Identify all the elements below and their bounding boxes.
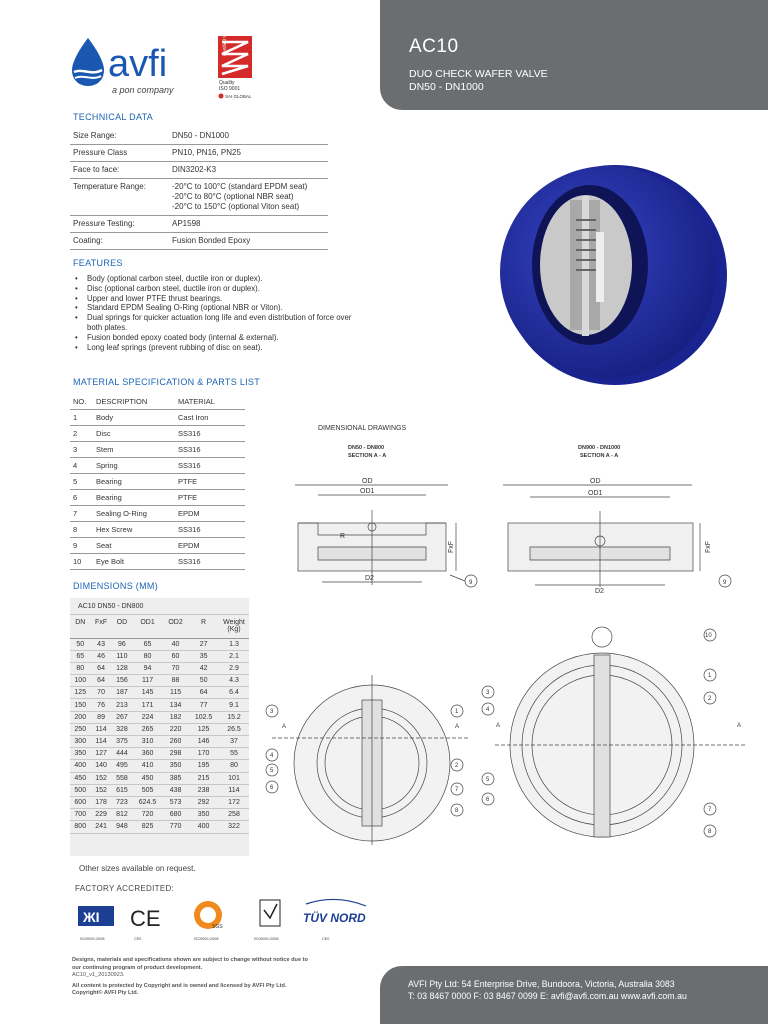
dimensions-heading: DIMENSIONS (MM)	[73, 581, 158, 591]
dimensions-table-title: AC10 DN50 - DN800	[70, 600, 249, 614]
product-size-range: DN50 - DN1000	[409, 81, 484, 93]
svg-text:ISO9001:2008: ISO9001:2008	[194, 937, 219, 941]
svg-text:DN900 - DN1000: DN900 - DN1000	[578, 445, 621, 451]
svg-text:DN50 - DN800: DN50 - DN800	[348, 445, 385, 451]
quality-label: Quality	[219, 80, 235, 86]
table-row: 400 140 495 410 350 195 80	[70, 760, 249, 772]
certification-logos	[74, 896, 374, 946]
svg-text:CE: CE	[130, 906, 161, 931]
svg-text:1: 1	[455, 709, 459, 715]
svg-text:OD: OD	[362, 478, 373, 485]
svg-text:FxF: FxF	[705, 540, 712, 553]
svg-text:6: 6	[270, 785, 274, 791]
svg-text:4: 4	[486, 707, 490, 713]
product-name: DUO CHECK WAFER VALVE	[409, 68, 548, 80]
saiglobal-label: SAI GLOBAL	[225, 94, 252, 99]
svg-text:ЖI: ЖI	[83, 909, 100, 925]
table-row: 9 Seat EPDM	[70, 538, 245, 554]
svg-text:A: A	[496, 723, 501, 729]
table-row: 250 114 328 265 220 125 26.5	[70, 723, 249, 735]
table-row: 1 Body Cast Iron	[70, 410, 245, 426]
svg-text:R: R	[340, 533, 346, 540]
svg-text:7: 7	[455, 787, 459, 793]
certified-system-badge	[218, 36, 252, 99]
list-item: • Upper and lower PTFE thrust bearings.	[75, 294, 355, 304]
svg-text:FxF: FxF	[448, 540, 455, 553]
list-item: • Body (optional carbon steel, ductile iron or duplex).	[75, 274, 355, 284]
svg-text:A: A	[455, 724, 460, 730]
dimensional-drawings	[260, 415, 768, 865]
svg-text:CE0: CE0	[134, 937, 142, 941]
table-row: 7 Sealing O-Ring EPDM	[70, 506, 245, 522]
list-item: • Disc (optional carbon steel, ductile iron or duplex).	[75, 284, 355, 294]
svg-text:A: A	[737, 723, 742, 729]
table-row: 4 Spring SS316	[70, 458, 245, 474]
table-row: Face to face: DIN3202-K3	[70, 162, 328, 179]
svg-text:ISO9001:2008: ISO9001:2008	[80, 937, 105, 941]
table-row: 350 127 444 360 298 170 55	[70, 748, 249, 760]
svg-text:4: 4	[270, 753, 274, 759]
table-row: 80 64 128 94 70 42 2.9	[70, 662, 249, 674]
svg-text:3: 3	[486, 690, 490, 696]
valve-photo	[490, 160, 730, 390]
header-banner	[380, 0, 768, 110]
cert-system-label: Certified System	[222, 36, 227, 56]
table-row: 300 114 375 310 260 146 37	[70, 736, 249, 748]
svg-text:2: 2	[708, 696, 712, 702]
list-item: • Fusion bonded epoxy coated body (internal & external).	[75, 333, 355, 343]
svg-text:OD: OD	[590, 478, 601, 485]
svg-text:CE0: CE0	[322, 937, 330, 941]
table-row: 600 178 723 624.5 573 292 172	[70, 796, 249, 808]
table-row: 50 43 96 65 40 27 1.3	[70, 638, 249, 650]
materials-table: NO. DESCRIPTION MATERIAL 1 Body Cast Iron 2 Disc SS316 3 Stem SS316 4 Spring SS316 5 Bearing PTFE 6 Bearing PTFE 7 Sealing O-Ring EPDM 8 Hex Screw SS316 9 Seat EPDM 10 Eye Bolt SS316	[70, 394, 245, 570]
iso-label: ISO 9001	[219, 86, 241, 92]
sgs-cert-logo	[194, 901, 223, 930]
svg-text:9: 9	[723, 580, 727, 586]
table-row: 8 Hex Screw SS316	[70, 522, 245, 538]
table-row: 3 Stem SS316	[70, 442, 245, 458]
svg-text:8: 8	[708, 829, 712, 835]
svg-text:1: 1	[708, 673, 712, 679]
list-item: • Standard EPDM Sealing O-Ring (optional NBR or Viton).	[75, 303, 355, 313]
table-row: 6 Bearing PTFE	[70, 490, 245, 506]
table-row: 65 46 110 80 60 35 2.1	[70, 650, 249, 662]
table-row: 800 241 948 825 770 400 322	[70, 821, 249, 833]
table-row: 500 152 615 505 438 238 114	[70, 784, 249, 796]
svg-text:ISO9001:2008: ISO9001:2008	[254, 937, 279, 941]
drawings-title: DIMENSIONAL DRAWINGS	[318, 425, 407, 432]
table-row: Pressure Class PN10, PN16, PN25	[70, 145, 328, 162]
table-row: 5 Bearing PTFE	[70, 474, 245, 490]
svg-text:OD1: OD1	[360, 488, 375, 495]
technical-data-heading: TECHNICAL DATA	[73, 112, 154, 122]
features-list	[75, 274, 355, 352]
svg-text:9: 9	[469, 580, 473, 586]
table-row: 700 229 812 720 680 350 258	[70, 809, 249, 821]
svg-text:D2: D2	[365, 575, 374, 582]
svg-text:OD1: OD1	[588, 490, 603, 497]
dimensions-note: Other sizes available on request.	[79, 864, 196, 873]
table-row: 150 76 213 171 134 77 9.1	[70, 699, 249, 711]
svg-text:2: 2	[455, 763, 459, 769]
svg-text:7: 7	[708, 807, 712, 813]
table-row: Size Range: DN50 - DN1000	[70, 128, 328, 145]
avfi-logo	[68, 36, 278, 100]
svg-text:3: 3	[270, 709, 274, 715]
ukas-cert-logo	[260, 900, 280, 926]
materials-heading: MATERIAL SPECIFICATION & PARTS LIST	[73, 377, 261, 387]
table-row: Pressure Testing: AP1598	[70, 216, 328, 233]
footer-address: AVFI Pty Ltd: 54 Enterprise Drive, Bundoora, Victoria, Australia 3083	[408, 979, 675, 989]
footer-contact	[380, 966, 768, 1024]
features-heading: FEATURES	[73, 258, 123, 268]
section-drawing-right	[503, 485, 731, 587]
table-row: 10 Eye Bolt SS316	[70, 554, 245, 570]
svg-text:A: A	[282, 724, 287, 730]
table-row: 2 Disc SS316	[70, 426, 245, 442]
svg-text:D2: D2	[595, 588, 604, 595]
table-row: 200 89 267 224 182 102.5 15.2	[70, 711, 249, 723]
iso-cert-logo-1	[78, 906, 114, 926]
svg-text:SECTION A - A: SECTION A - A	[580, 453, 619, 459]
factory-accredited-heading: FACTORY ACCREDITED:	[75, 884, 175, 893]
front-view-right	[482, 627, 745, 837]
disclaimer: Designs, materials and specifications shown are subject to change without notice due to our continuing program of product development. AC10_v1_20130923. All content is protected by Copyright and is owned and licensed by AVFI Pty Ltd. Copyright© AVFI Pty Ltd.	[72, 957, 308, 997]
table-row: 125 70 187 145 115 64 6.4	[70, 687, 249, 699]
ce-mark-logo	[130, 906, 161, 931]
front-view-left	[266, 675, 468, 845]
dimensions-table: AC10 DN50 - DN800 DN FxF OD OD1 OD2 R Weight (Kg) 50 43 96 65 40 27 1.3 65 46 110 80 60 35 2.1 80 64 128 94 70 42 2.9 100 64 156 117 88 50 4.3 125 70 187 145 115 64 6.4 150 76 213 171 134 77 9.1 200 89 267 224 182 102.5 15.2 250 114 328 265 220 125 26.5 300 114 375 310 260 146 37 350 127 444 360 298 170 55 400 140 495 410 350 195 80 450 152 558 450 385 215 101 500 152 615 505 438 238 114 600 178 723 624.5 573 292 172 700 229 812 720 680 350 258 800 241 948 825 770 400 322	[70, 600, 249, 834]
tuv-nord-logo	[303, 899, 366, 925]
brand-name: avfi	[108, 43, 168, 85]
list-item: • Dual springs for quicker actuation long life and even distribution of force over both plates.	[75, 313, 355, 333]
technical-data-table	[70, 128, 328, 250]
svg-text:10: 10	[705, 633, 712, 639]
table-row: 100 64 156 117 88 50 4.3	[70, 675, 249, 687]
svg-text:5: 5	[486, 777, 490, 783]
product-code: AC10	[409, 36, 459, 57]
table-row: Temperature Range: -20°C to 100°C (standard EPDM seat) -20°C to 80°C (optional NBR seat) -20°C to 150°C (optional Viton seat)	[70, 179, 328, 216]
svg-text:SGS: SGS	[212, 924, 223, 930]
brand-tagline: a pon company	[112, 85, 174, 95]
svg-text:6: 6	[486, 797, 490, 803]
footer-phone-email: T: 03 8467 0000 F: 03 8467 0099 E: avfi@avfi.com.au www.avfi.com.au	[408, 991, 687, 1001]
list-item: • Long leaf springs (prevent rubbing of disc on seat).	[75, 343, 355, 353]
svg-text:SECTION A - A: SECTION A - A	[348, 453, 387, 459]
svg-text:8: 8	[455, 808, 459, 814]
svg-text:TÜV NORD: TÜV NORD	[303, 911, 366, 925]
section-drawing-left	[295, 485, 477, 587]
svg-text:5: 5	[270, 768, 274, 774]
table-row: 450 152 558 450 385 215 101	[70, 772, 249, 784]
table-row: Coating: Fusion Bonded Epoxy	[70, 233, 328, 250]
water-drop-icon	[72, 38, 104, 86]
